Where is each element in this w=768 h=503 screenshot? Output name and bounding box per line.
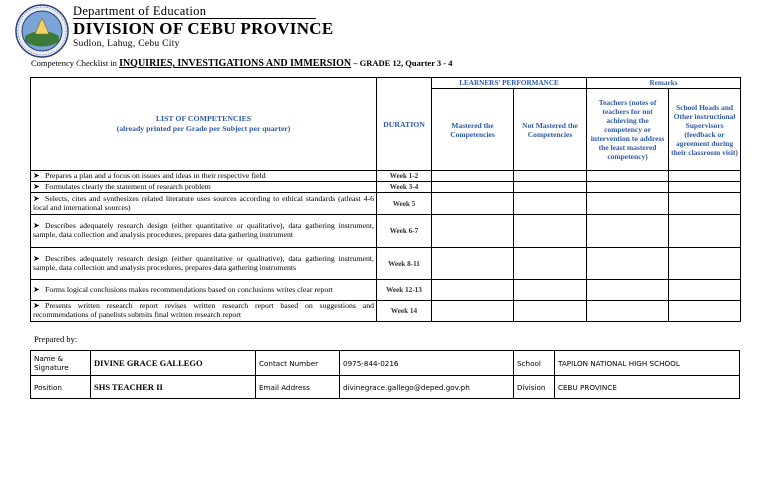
competency-duration: Week 3-4: [377, 182, 432, 193]
email-label: Email Address: [256, 376, 340, 399]
competency-duration: Week 6-7: [377, 215, 432, 248]
mastered-cell[interactable]: [432, 280, 514, 301]
division-label: Division: [514, 376, 555, 399]
department-name: Department of Education: [73, 4, 207, 18]
competency-text: ➤ Describes adequately research design (either quantitative or qualitative), data gathering instrument, sample, data collection and analysis procedures, prepares data gathering instruments: [31, 248, 377, 280]
checklist-title: [31, 58, 453, 69]
heads-header: School Heads and Other instructional Supervisors (feedback or agreement during their classroom visit): [669, 89, 741, 171]
list-subheader: (already printed per Grade per Subject per quarter): [116, 124, 291, 133]
competency-row: [31, 248, 741, 280]
head-remarks-cell[interactable]: [669, 182, 741, 193]
competency-duration: Week 14: [377, 301, 432, 322]
competency-duration: Week 12-13: [377, 280, 432, 301]
arrow-bullet-icon: ➤: [33, 253, 40, 263]
competency-text: ➤ Forms logical conclusions makes recommendations based on conclusions writes clear report: [31, 280, 377, 301]
head-remarks-cell[interactable]: [669, 248, 741, 280]
teacher-remarks-cell[interactable]: [587, 215, 669, 248]
teacher-remarks-cell[interactable]: [587, 280, 669, 301]
not-mastered-cell[interactable]: [514, 215, 587, 248]
mastered-cell[interactable]: [432, 248, 514, 280]
division-value: CEBU PROVINCE: [555, 376, 740, 399]
mastered-cell[interactable]: [432, 301, 514, 322]
head-remarks-cell[interactable]: [669, 193, 741, 215]
head-remarks-cell[interactable]: [669, 171, 741, 182]
mastered-cell[interactable]: [432, 193, 514, 215]
not-mastered-header: Not Mastered the Competencies: [514, 89, 587, 171]
not-mastered-cell[interactable]: [514, 193, 587, 215]
title-subject: INQUIRIES, INVESTIGATIONS AND IMMERSION: [119, 58, 352, 69]
not-mastered-cell[interactable]: [514, 182, 587, 193]
contact-value: 0975-844-0216: [340, 351, 514, 376]
competency-row: [31, 301, 741, 322]
teacher-remarks-cell[interactable]: [587, 182, 669, 193]
not-mastered-cell[interactable]: [514, 301, 587, 322]
arrow-bullet-icon: ➤: [33, 221, 40, 231]
competency-text: ➤ Selects, cites and synthesizes related literature uses sources according to ethical standards (atleast 4-6 local and international sources): [31, 193, 377, 215]
head-remarks-cell[interactable]: [669, 215, 741, 248]
not-mastered-cell[interactable]: [514, 248, 587, 280]
school-label: School: [514, 351, 555, 376]
name-value: DIVINE GRACE GALLEGO: [91, 351, 256, 376]
mastered-header: Mastered the Competencies: [432, 89, 514, 171]
prepared-by-label: Prepared by:: [34, 334, 78, 344]
competency-duration: Week 1-2: [377, 171, 432, 182]
title-prefix: Competency Checklist in: [31, 58, 117, 68]
competency-table: [30, 77, 741, 322]
competency-duration: Week 8-11: [377, 248, 432, 280]
position-value: SHS TEACHER II: [91, 376, 256, 399]
teacher-remarks-cell[interactable]: [587, 248, 669, 280]
head-remarks-cell[interactable]: [669, 301, 741, 322]
competency-text: ➤ Formulates clearly the statement of research problem: [31, 182, 377, 193]
position-label: Position: [31, 376, 91, 399]
division-name: DIVISION OF CEBU PROVINCE: [73, 19, 334, 38]
name-label: Name & Signature: [31, 351, 91, 376]
competency-row: [31, 280, 741, 301]
signature-table: [30, 350, 740, 399]
performance-header: LEARNERS' PERFORMANCE: [432, 78, 587, 89]
arrow-bullet-icon: ➤: [33, 284, 40, 294]
deped-seal-icon: [15, 4, 69, 58]
teacher-remarks-cell[interactable]: [587, 301, 669, 322]
competency-duration: Week 5: [377, 193, 432, 215]
list-header: LIST OF COMPETENCIES: [155, 114, 252, 123]
competency-text: ➤ Prepares a plan and a focus on issues and ideas in their respective field: [31, 171, 377, 182]
competency-row: [31, 193, 741, 215]
list-header-cell: [31, 78, 377, 171]
competency-text: ➤ Presents written research report revises written research report based on suggestions and recommendations of panelists submits final written research report: [31, 301, 377, 322]
arrow-bullet-icon: ➤: [33, 170, 40, 180]
arrow-bullet-icon: ➤: [33, 301, 40, 311]
remarks-header: Remarks: [587, 78, 741, 89]
mastered-cell[interactable]: [432, 171, 514, 182]
not-mastered-cell[interactable]: [514, 280, 587, 301]
school-value: TAPILON NATIONAL HIGH SCHOOL: [555, 351, 740, 376]
head-remarks-cell[interactable]: [669, 280, 741, 301]
contact-label: Contact Number: [256, 351, 340, 376]
not-mastered-cell[interactable]: [514, 171, 587, 182]
teacher-remarks-cell[interactable]: [587, 193, 669, 215]
competency-row: [31, 171, 741, 182]
email-value: divinegrace.gallego@deped.gov.ph: [340, 376, 514, 399]
arrow-bullet-icon: ➤: [33, 193, 40, 203]
mastered-cell[interactable]: [432, 182, 514, 193]
arrow-bullet-icon: ➤: [33, 181, 40, 191]
teacher-remarks-cell[interactable]: [587, 171, 669, 182]
competency-text: ➤ Describes adequately research design (either quantitative or qualitative), data gathering instrument, sample, data collection and analysis procedures, prepares data gathering instrument: [31, 215, 377, 248]
mastered-cell[interactable]: [432, 215, 514, 248]
competency-row: [31, 215, 741, 248]
duration-header: DURATION: [377, 78, 432, 171]
teachers-header: Teachers (notes of teachers for not achieving the competency or intervention to address the least mastered competency): [587, 89, 669, 171]
title-grade: – GRADE 12, Quarter 3 - 4: [353, 58, 453, 68]
division-address: Sudlon, Lahug, Cebu City: [73, 39, 180, 49]
competency-row: [31, 182, 741, 193]
